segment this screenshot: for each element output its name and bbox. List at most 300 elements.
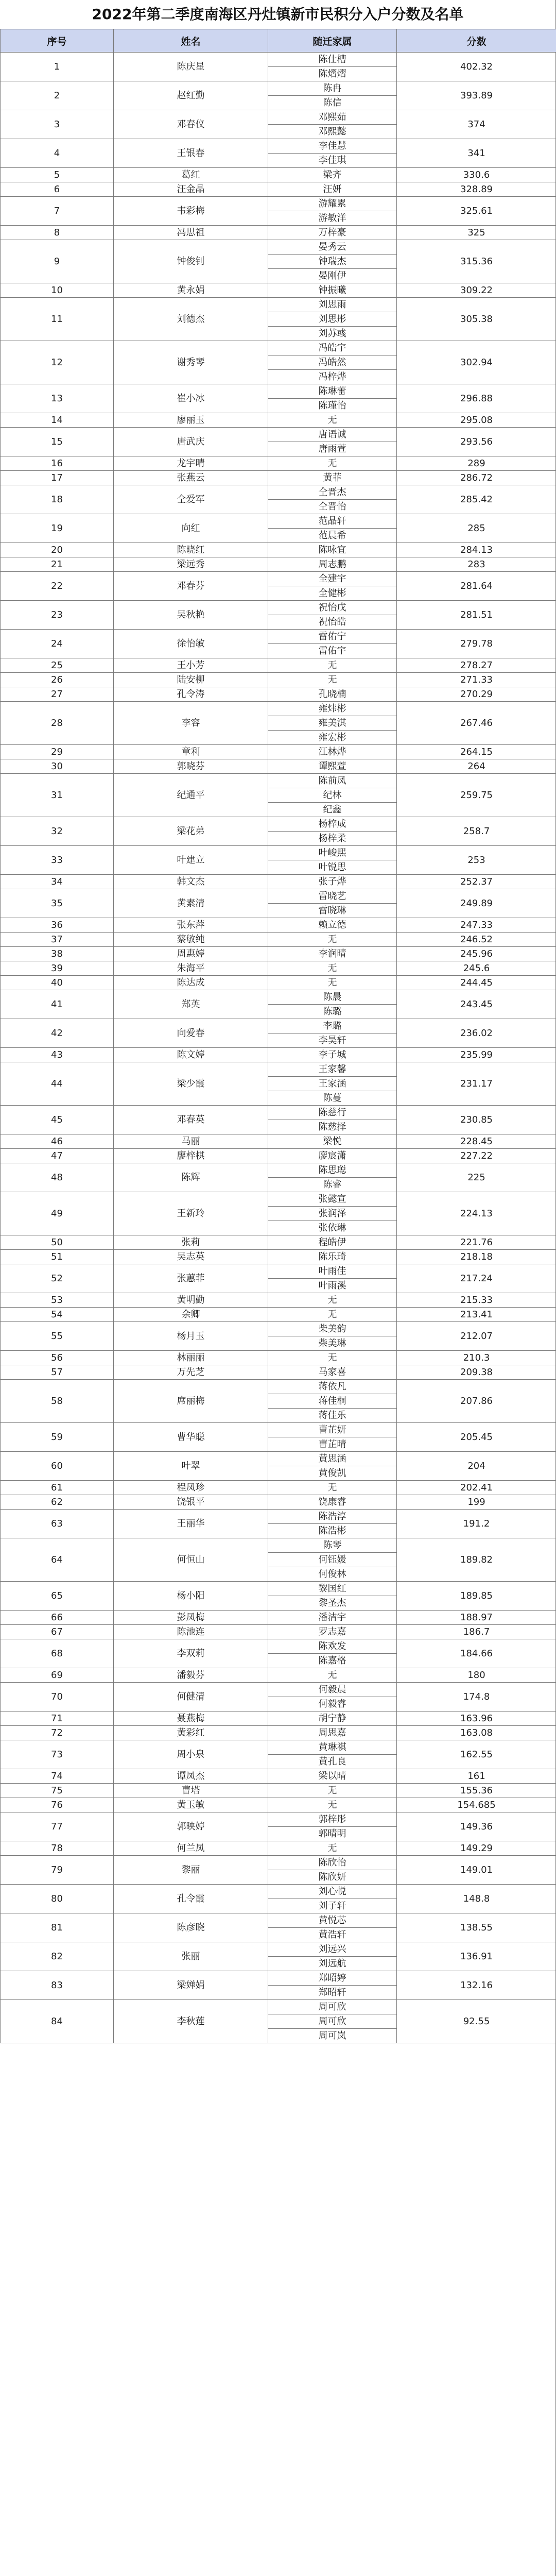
row-name: 谢秀琴 [114,341,268,384]
row-family-member: 李昊轩 [268,1033,397,1048]
row-seq: 11 [1,298,114,341]
row-score: 174.8 [397,1683,556,1711]
row-seq: 47 [1,1149,114,1163]
row-score: 253 [397,846,556,875]
table-row [1,658,556,673]
row-seq: 48 [1,1163,114,1192]
table-row [1,1192,556,1207]
row-name: 朱海平 [114,961,268,976]
row-family-member: 钟振曦 [268,283,397,298]
row-seq: 17 [1,471,114,485]
table-row [1,1711,556,1726]
row-family-member: 张润泽 [268,1207,397,1221]
row-family-member: 黄俊凯 [268,1466,397,1481]
table-row [1,1365,556,1380]
row-family-member: 刘心悦 [268,1885,397,1899]
row-seq: 59 [1,1423,114,1452]
row-score: 402.32 [397,53,556,81]
row-family-member: 马家喜 [268,1365,397,1380]
row-name: 陈庆星 [114,53,268,81]
table-row [1,1510,556,1524]
row-family-member: 李佳慧 [268,139,397,154]
row-score: 215.33 [397,1293,556,1308]
row-score: 221.76 [397,1235,556,1250]
table-row [1,759,556,774]
row-seq: 29 [1,745,114,759]
table-row [1,889,556,904]
row-seq: 33 [1,846,114,875]
row-score: 212.07 [397,1322,556,1351]
row-family-member: 雍美淇 [268,716,397,731]
row-family-member: 无 [268,1798,397,1812]
table-row [1,1668,556,1683]
table-row [1,1351,556,1365]
row-name: 钟俊钊 [114,240,268,283]
row-score: 184.66 [397,1639,556,1668]
row-score: 302.94 [397,341,556,384]
row-family-member: 无 [268,456,397,471]
row-name: 徐怡敏 [114,630,268,658]
row-name: 张莉 [114,1235,268,1250]
row-family-member: 无 [268,413,397,428]
row-family-member: 陈璐 [268,1005,397,1019]
row-name: 程凤珍 [114,1481,268,1495]
row-family-member: 仝晋杰 [268,485,397,500]
row-family-member: 黄悦芯 [268,1913,397,1928]
row-family-member: 晏刚伊 [268,269,397,283]
table-row [1,1235,556,1250]
row-name: 邓春仪 [114,110,268,139]
row-seq: 53 [1,1293,114,1308]
row-family-member: 叶锐思 [268,860,397,875]
row-family-member: 黄菲 [268,471,397,485]
row-family-member: 冯皓宇 [268,341,397,355]
table-row [1,139,556,154]
row-family-member: 陈熠熠 [268,67,397,81]
row-family-member: 陈慈择 [268,1120,397,1134]
table-row [1,283,556,298]
row-seq: 4 [1,139,114,168]
row-name: 邓春芬 [114,572,268,601]
row-family-member: 胡宁静 [268,1711,397,1726]
row-family-member: 程皓伊 [268,1235,397,1250]
row-score: 278.27 [397,658,556,673]
row-name: 梁婵娟 [114,1971,268,2000]
row-score: 207.86 [397,1380,556,1423]
row-seq: 26 [1,673,114,687]
row-family-member: 陈信 [268,96,397,110]
row-score: 209.38 [397,1365,556,1380]
table-row [1,1913,556,1928]
row-score: 188.97 [397,1611,556,1625]
row-name: 张蕙菲 [114,1264,268,1293]
table-row [1,1423,556,1437]
table-row [1,413,556,428]
row-family-member: 陈前凤 [268,774,397,788]
row-seq: 50 [1,1235,114,1250]
row-seq: 55 [1,1322,114,1351]
row-family-member: 刘思雨 [268,298,397,312]
row-score: 289 [397,456,556,471]
row-name: 郭映婷 [114,1812,268,1841]
row-family-member: 唐语诚 [268,428,397,442]
row-family-member: 陈思聪 [268,1163,397,1178]
table-row [1,1769,556,1784]
row-family-member: 万梓豪 [268,226,397,240]
row-score: 191.2 [397,1510,556,1538]
row-family-member: 何俊林 [268,1567,397,1582]
row-family-member: 杨梓成 [268,817,397,832]
row-family-member: 雍炜彬 [268,702,397,716]
row-name: 张丽 [114,1942,268,1971]
row-family-member: 刘远航 [268,1957,397,1971]
table-row [1,1452,556,1466]
table-row [1,1250,556,1264]
row-seq: 10 [1,283,114,298]
row-score: 252.37 [397,875,556,889]
table-row [1,240,556,255]
row-family-member: 无 [268,658,397,673]
row-score: 149.36 [397,1812,556,1841]
table-row [1,1308,556,1322]
row-name: 黄明勤 [114,1293,268,1308]
row-family-member: 陈慈行 [268,1106,397,1120]
row-score: 154.685 [397,1798,556,1812]
row-name: 冯思祖 [114,226,268,240]
table-row [1,875,556,889]
row-score: 162.55 [397,1740,556,1769]
header-score: 分数 [397,29,556,53]
row-name: 仝爱军 [114,485,268,514]
row-seq: 57 [1,1365,114,1380]
table-row [1,1784,556,1798]
row-name: 陈晓红 [114,543,268,557]
row-name: 李秋莲 [114,2000,268,2043]
row-family-member: 陈欣妍 [268,1870,397,1885]
score-table [0,29,556,2043]
table-row [1,1625,556,1639]
row-family-member: 江林烨 [268,745,397,759]
row-score: 228.45 [397,1134,556,1149]
row-family-member: 王家涵 [268,1077,397,1091]
row-seq: 2 [1,81,114,110]
table-row [1,1856,556,1870]
row-score: 281.51 [397,601,556,630]
row-score: 283 [397,557,556,572]
row-family-member: 陈咏宜 [268,543,397,557]
row-seq: 24 [1,630,114,658]
row-family-member: 叶雨佳 [268,1264,397,1279]
row-score: 132.16 [397,1971,556,2000]
table-body [1,53,556,2043]
row-family-member: 陈冉 [268,81,397,96]
table-row [1,471,556,485]
row-name: 崔小冰 [114,384,268,413]
row-score: 231.17 [397,1062,556,1106]
header-row [1,29,556,53]
row-seq: 72 [1,1726,114,1740]
row-family-member: 陈琳蕾 [268,384,397,399]
row-family-member: 王家馨 [268,1062,397,1077]
row-name: 汪金晶 [114,182,268,197]
row-seq: 14 [1,413,114,428]
row-family-member: 梁悦 [268,1134,397,1149]
row-seq: 42 [1,1019,114,1048]
table-row [1,1971,556,1986]
row-seq: 30 [1,759,114,774]
row-family-member: 张懿宣 [268,1192,397,1207]
row-name: 向爱春 [114,1019,268,1048]
row-name: 梁少霞 [114,1062,268,1106]
table-row [1,1481,556,1495]
row-score: 325.61 [397,197,556,226]
row-name: 陈文婷 [114,1048,268,1062]
row-score: 328.89 [397,182,556,197]
table-row [1,976,556,990]
row-seq: 19 [1,514,114,543]
row-name: 邓春英 [114,1106,268,1134]
row-name: 廖梓棋 [114,1149,268,1163]
row-seq: 21 [1,557,114,572]
table-row [1,1048,556,1062]
table-row [1,947,556,961]
row-name: 纪通平 [114,774,268,817]
row-seq: 28 [1,702,114,745]
row-name: 葛红 [114,168,268,182]
table-row [1,1726,556,1740]
row-family-member: 刘苏彧 [268,327,397,341]
row-seq: 73 [1,1740,114,1769]
row-score: 186.7 [397,1625,556,1639]
row-name: 梁花弟 [114,817,268,846]
row-family-member: 曹芷晴 [268,1437,397,1452]
table-row [1,514,556,529]
row-family-member: 游敏洋 [268,211,397,226]
row-family-member: 周思嘉 [268,1726,397,1740]
row-family-member: 蒋佳桐 [268,1394,397,1409]
row-name: 曹塔 [114,1784,268,1798]
table-row [1,918,556,933]
row-seq: 32 [1,817,114,846]
table-row [1,961,556,976]
row-seq: 34 [1,875,114,889]
row-family-member: 饶康睿 [268,1495,397,1510]
table-row [1,572,556,586]
row-score: 163.08 [397,1726,556,1740]
row-name: 黄素清 [114,889,268,918]
row-family-member: 雷佑宇 [268,644,397,658]
header-seq: 序号 [1,29,114,53]
row-family-member: 雍宏彬 [268,731,397,745]
row-seq: 64 [1,1538,114,1582]
row-score: 189.82 [397,1538,556,1582]
row-seq: 80 [1,1885,114,1913]
row-score: 295.08 [397,413,556,428]
row-name: 潘毅芬 [114,1668,268,1683]
row-name: 何恒山 [114,1538,268,1582]
row-score: 148.8 [397,1885,556,1913]
row-seq: 83 [1,1971,114,2000]
row-seq: 45 [1,1106,114,1134]
row-score: 213.41 [397,1308,556,1322]
row-name: 陆安柳 [114,673,268,687]
table-row [1,990,556,1005]
row-family-member: 郭梓彤 [268,1812,397,1827]
table-row [1,630,556,644]
row-score: 218.18 [397,1250,556,1264]
row-seq: 75 [1,1784,114,1798]
row-score: 235.99 [397,1048,556,1062]
row-name: 聂燕梅 [114,1711,268,1726]
header-name: 姓名 [114,29,268,53]
row-family-member: 张子烨 [268,875,397,889]
row-name: 梁远秀 [114,557,268,572]
row-seq: 7 [1,197,114,226]
row-score: 264.15 [397,745,556,759]
row-family-member: 陈睿 [268,1178,397,1192]
row-family-member: 冯梓烨 [268,370,397,384]
row-family-member: 黄琳祺 [268,1740,397,1755]
row-seq: 1 [1,53,114,81]
row-family-member: 梁齐 [268,168,397,182]
row-family-member: 何毅睿 [268,1697,397,1711]
row-family-member: 无 [268,961,397,976]
row-seq: 62 [1,1495,114,1510]
table-row [1,1062,556,1077]
row-score: 217.24 [397,1264,556,1293]
table-row [1,428,556,442]
table-row [1,2000,556,2014]
row-score: 305.38 [397,298,556,341]
row-score: 136.91 [397,1942,556,1971]
row-family-member: 郑昭婷 [268,1971,397,1986]
table-row [1,1740,556,1755]
row-family-member: 蒋依凡 [268,1380,397,1394]
row-seq: 38 [1,947,114,961]
row-family-member: 李璐 [268,1019,397,1033]
row-score: 249.89 [397,889,556,918]
row-name: 万先芝 [114,1365,268,1380]
row-family-member: 李子城 [268,1048,397,1062]
row-seq: 56 [1,1351,114,1365]
row-seq: 13 [1,384,114,413]
row-seq: 77 [1,1812,114,1841]
row-family-member: 范晶轩 [268,514,397,529]
row-seq: 63 [1,1510,114,1538]
row-name: 何兰凤 [114,1841,268,1856]
row-name: 向红 [114,514,268,543]
row-family-member: 无 [268,1668,397,1683]
row-seq: 20 [1,543,114,557]
row-name: 郭晓芬 [114,759,268,774]
row-family-member: 雷晓艺 [268,889,397,904]
row-seq: 51 [1,1250,114,1264]
row-seq: 27 [1,687,114,702]
row-seq: 68 [1,1639,114,1668]
table-row [1,1322,556,1336]
row-seq: 78 [1,1841,114,1856]
row-family-member: 潘洁宇 [268,1611,397,1625]
table-row [1,1841,556,1856]
row-family-member: 叶峻熙 [268,846,397,860]
row-family-member: 周可欣 [268,2014,397,2029]
row-family-member: 全建宇 [268,572,397,586]
row-name: 陈达成 [114,976,268,990]
row-family-member: 全健彬 [268,586,397,601]
row-family-member: 纪鑫 [268,803,397,817]
row-name: 黎丽 [114,1856,268,1885]
row-name: 王新玲 [114,1192,268,1235]
table-row [1,1106,556,1120]
row-score: 155.36 [397,1784,556,1798]
row-name: 席丽梅 [114,1380,268,1423]
row-name: 韦彩梅 [114,197,268,226]
row-name: 黄永娟 [114,283,268,298]
table-row [1,485,556,500]
table-row [1,1639,556,1654]
row-family-member: 黄思涵 [268,1452,397,1466]
row-family-member: 纪林 [268,788,397,803]
row-seq: 25 [1,658,114,673]
row-name: 孔令涛 [114,687,268,702]
row-name: 何健清 [114,1683,268,1711]
row-family-member: 唐雨萱 [268,442,397,456]
table-row [1,1942,556,1957]
row-score: 204 [397,1452,556,1481]
row-family-member: 陈浩淳 [268,1510,397,1524]
row-name: 陈池连 [114,1625,268,1639]
row-seq: 58 [1,1380,114,1423]
row-family-member: 谭熙萱 [268,759,397,774]
row-score: 374 [397,110,556,139]
row-family-member: 钟瑞杰 [268,255,397,269]
row-family-member: 汪妍 [268,182,397,197]
row-name: 叶翠 [114,1452,268,1481]
row-name: 王丽华 [114,1510,268,1538]
row-seq: 79 [1,1856,114,1885]
row-family-member: 无 [268,1841,397,1856]
row-name: 张燕云 [114,471,268,485]
row-family-member: 梁以晴 [268,1769,397,1784]
row-name: 杨小阳 [114,1582,268,1611]
row-score: 271.33 [397,673,556,687]
row-family-member: 黄孔良 [268,1755,397,1769]
row-family-member: 李润晴 [268,947,397,961]
row-family-member: 陈乐琦 [268,1250,397,1264]
table-row [1,933,556,947]
row-score: 199 [397,1495,556,1510]
row-seq: 74 [1,1769,114,1784]
table-row [1,1495,556,1510]
row-name: 陈彦晓 [114,1913,268,1942]
row-score: 279.78 [397,630,556,658]
row-score: 293.56 [397,428,556,456]
row-score: 163.96 [397,1711,556,1726]
row-family-member: 刘思彤 [268,312,397,327]
row-score: 284.13 [397,543,556,557]
table-row [1,226,556,240]
row-score: 138.55 [397,1913,556,1942]
row-family-member: 无 [268,933,397,947]
table-row [1,1538,556,1553]
row-seq: 60 [1,1452,114,1481]
row-family-member: 曹芷妍 [268,1423,397,1437]
row-name: 马丽 [114,1134,268,1149]
row-family-member: 无 [268,1351,397,1365]
row-score: 225 [397,1163,556,1192]
row-seq: 66 [1,1611,114,1625]
row-seq: 6 [1,182,114,197]
